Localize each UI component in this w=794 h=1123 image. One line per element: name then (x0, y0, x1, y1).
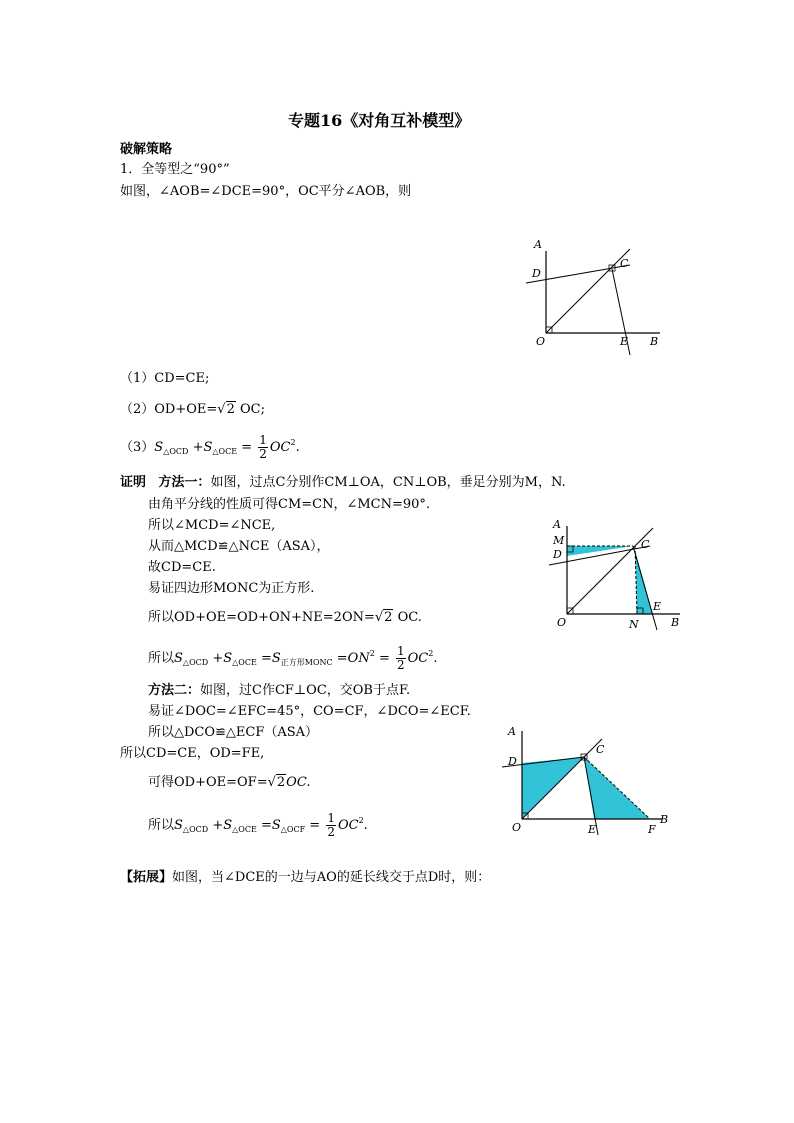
extension-line: 【拓展】如图，当∠DCE的一边与AO的延长线交于点D时，则： (120, 870, 491, 885)
proof-m1-line-2: 所以∠MCD=∠NCE, (148, 518, 276, 533)
proof-line-0: 证明 方法一：如图，过点C分别作CM⊥OA，CN⊥OB，垂足分别为M，N. (120, 475, 566, 490)
fig1-label-a: A (534, 238, 542, 251)
fig2-label-n: N (629, 618, 639, 631)
page-title: 专题16《对角互补模型》 (288, 111, 471, 130)
proof-m1-line-7: 所以$S_{\triangle OCD} +S_{\triangle OCE} =S_{正方形MONC} =ON^2$ = $\frac{1}{2}$ $OC^2$. (148, 644, 438, 672)
fig1-label-d: D (532, 267, 541, 280)
figure-1 (520, 235, 670, 355)
figure-3 (502, 723, 682, 838)
proof-m2-line-3: 所以CD=CE，OD=FE, (120, 746, 265, 761)
fig2-label-d: D (553, 548, 562, 561)
fig2-label-m: M (553, 534, 565, 547)
proof-m1-line-6: 所以OD+OE=OD+ON+NE=2ON=√2 OC. (148, 610, 422, 625)
proof-m2-line-2: 所以△DCO≌△ECF（ASA） (148, 725, 319, 740)
fig2-label-o: O (557, 616, 567, 629)
proof-m1-line-3: 从而△MCD≌△NCE（ASA）， (148, 539, 330, 554)
figure-2 (545, 518, 690, 633)
fig2-label-b: B (671, 616, 680, 629)
proof-m2-line-0: 方法二：如图，过C作CF⊥OC，交OB于点F. (148, 683, 411, 698)
fig3-label-a: A (508, 725, 516, 738)
fig1-label-e: E (620, 335, 629, 348)
fig1-label-o: O (536, 335, 546, 348)
case1-intro: 如图，∠AOB=∠DCE=90°，OC平分∠AOB，则 (120, 184, 412, 199)
fig3-label-d: D (508, 755, 517, 768)
case1-heading: 1．全等型之“90°” (120, 162, 230, 177)
fig3-label-o: O (512, 821, 522, 834)
conclusion-1: （1）CD=CE; (120, 371, 210, 386)
fig3-label-f: F (648, 823, 656, 836)
fig2-triangle-nce (635, 550, 653, 614)
fig3-label-b: B (660, 813, 669, 826)
proof-m1-line-4: 故CD=CE. (148, 560, 216, 575)
conclusion-2: （2）OD+OE=√2 OC; (120, 402, 265, 417)
proof-m1-line-5: 易证四边形MONC为正方形. (148, 581, 315, 596)
fig2-label-e: E (653, 600, 662, 613)
proof-m1-line-1: 由角平分线的性质可得CM=CN，∠MCN=90°. (148, 497, 431, 512)
fig2-label-c: C (641, 538, 650, 551)
fig1-label-b: B (650, 335, 659, 348)
fig3-label-e: E (588, 823, 597, 836)
proof-m2-line-5: 所以$S_{\triangle OCD} +S_{\triangle OCE} =S_{\triangle OCF}$ = $\frac{1}{2}$ $OC^2$. (148, 811, 368, 839)
conclusion-3: $(3)S_{\triangle OCD} +S_{\triangle OCE}$ = $\frac{1}{2}$ $OC^2$. (120, 433, 300, 461)
section-heading: 破解策略 (120, 142, 173, 157)
proof-m2-line-4: 可得OD+OE=OF=√2OC. (148, 775, 311, 790)
fig3-label-c: C (596, 743, 605, 756)
proof-m2-line-1: 易证∠DOC=∠EFC=45°，CO=CF，∠DCO=∠ECF. (148, 704, 471, 719)
fig2-label-a: A (553, 518, 561, 531)
fig1-label-c: C (620, 257, 629, 270)
